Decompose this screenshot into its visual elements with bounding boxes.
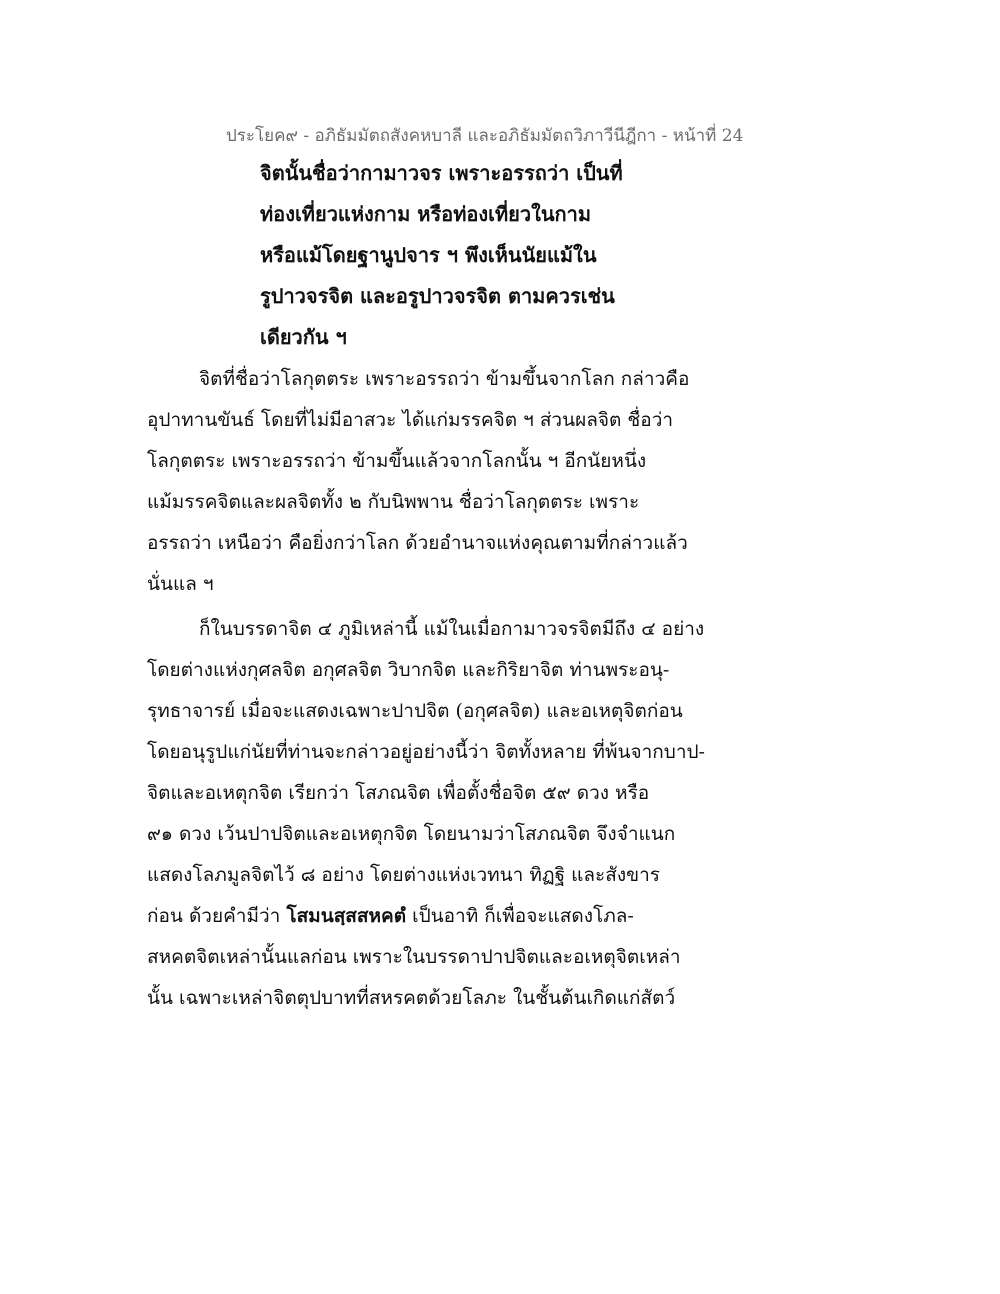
quote-line: หรือแม้โดยฐานูปจาร ฯ พึงเห็นนัยแม้ใน — [260, 243, 597, 267]
text-line: โดยอนุรูปแก่นัยที่ท่านจะกล่าวอยู่อย่างนี้ว่า จิตทั้งหลาย ที่พ้นจากบาป- — [147, 741, 705, 763]
text-line: แม้มรรคจิตและผลจิตทั้ง ๒ กับนิพพาน ชื่อว่าโลกุตตระ เพราะ — [147, 491, 640, 513]
quote-line: รูปาวจรจิต และอรูปาวจรจิต ตามควรเช่น — [260, 284, 615, 308]
text-line: แสดงโลภมูลจิตไว้ ๘ อย่าง โดยต่างแห่งเวทนา ทิฏฐิ และสังขาร — [147, 864, 660, 886]
text-line: จิตและอเหตุกจิต เรียกว่า โสภณจิต เพื่อตั้งชื่อจิต ๕๙ ดวง หรือ — [147, 782, 650, 804]
text-line: ๙๑ ดวง เว้นปาปจิตและอเหตุกจิต โดยนามว่าโสภณจิต จึงจำแนก — [147, 823, 676, 845]
text-line: ก็ในบรรดาจิต ๔ ภูมิเหล่านี้ แม้ในเมื่อกามาวจรจิตมีถึง ๔ อย่าง — [199, 618, 705, 640]
text-line: รุทธาจารย์ เมื่อจะแสดงเฉพาะปาปจิต (อกุศลจิต) และอเหตุจิตก่อน — [147, 700, 683, 722]
quote-line: เดียวกัน ฯ — [260, 325, 347, 349]
page-header: ประโยค๙ - อภิธัมมัตถสังคหบาลี และอภิธัมมัตถวิภาวีนีฎีกา - หน้าที่ 24 — [226, 126, 744, 146]
text-line: โลกุตตระ เพราะอรรถว่า ข้ามขึ้นแล้วจากโลกนั้น ฯ อีกนัยหนึ่ง — [147, 450, 647, 472]
body-text — [147, 364, 707, 1024]
text-line: สหคตจิตเหล่านั้นแลก่อน เพราะในบรรดาปาปจิตและอเหตุจิตเหล่า — [147, 946, 681, 968]
line-text: เป็นอาทิ ก็เพื่อจะแสดงโภล- — [406, 905, 634, 927]
pali-term: โสมนสฺสสหคตํ — [286, 905, 407, 927]
text-line: นั่นแล ฯ — [147, 573, 214, 595]
paragraph-1 — [147, 364, 707, 610]
quote-line: ท่องเที่ยวแห่งกาม หรือท่องเที่ยวในกาม — [260, 202, 592, 226]
text-line: อุปาทานขันธ์ โดยที่ไม่มีอาสวะ ได้แก่มรรคจิต ฯ ส่วนผลจิต ชื่อว่า — [147, 409, 674, 431]
paragraph-2 — [147, 614, 707, 1024]
text-line — [147, 901, 707, 942]
text-line: อรรถว่า เหนือว่า คือยิ่งกว่าโลก ด้วยอำนาจแห่งคุณตามที่กล่าวแล้ว — [147, 532, 688, 554]
text-line: โดยต่างแห่งกุศลจิต อกุศลจิต วิบากจิต และกิริยาจิต ท่านพระอนุ- — [147, 659, 670, 681]
line-text: ก่อน ด้วยคำมีว่า — [147, 905, 287, 927]
quoted-passage — [260, 158, 690, 363]
text-line: นั้น เฉพาะเหล่าจิตตุปบาทที่สหรคตด้วยโลภะ ในชั้นต้นเกิดแก่สัตว์ — [147, 987, 676, 1009]
text-line: จิตที่ชื่อว่าโลกุตตระ เพราะอรรถว่า ข้ามขึ้นจากโลก กล่าวคือ — [199, 368, 690, 390]
quote-line: จิตนั้นชื่อว่ากามาวจร เพราะอรรถว่า เป็นที่ — [260, 161, 623, 185]
